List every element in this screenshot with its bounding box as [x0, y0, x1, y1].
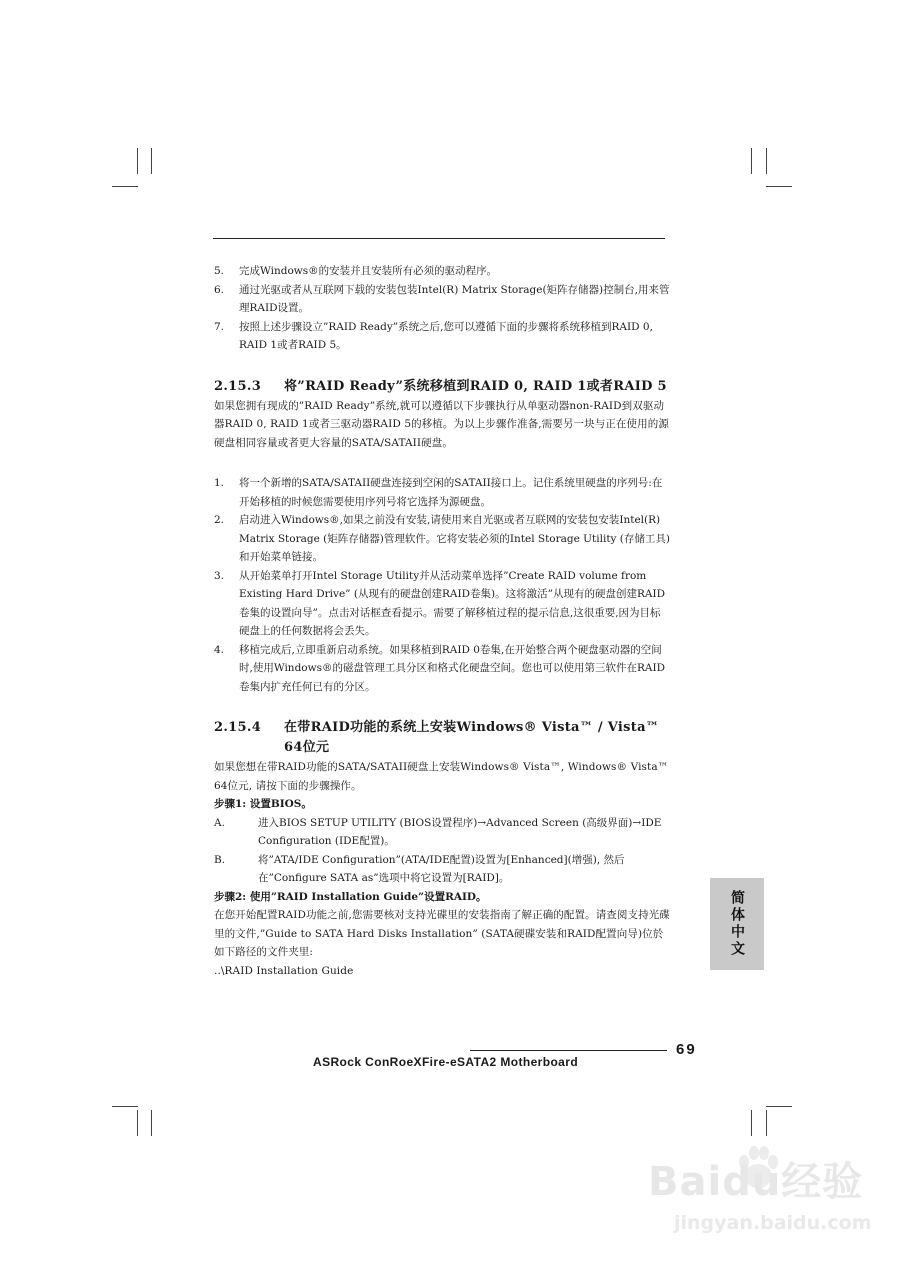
list-item: B. 将”ATA/IDE Configuration”(ATA/IDE配置)设置为[Enhanced](增强), 然后在”Configure SATA as”选项中将它设置为[RAID]。 [214, 853, 625, 884]
migration-steps [214, 474, 670, 696]
crop-mark [766, 148, 767, 174]
step-heading: 步骤1: 设置BIOS。 [214, 798, 312, 810]
list-item: 5. 完成Windows®的安装并且安装所有必须的驱动程序。 [214, 265, 498, 277]
list-item: 3. 从开始菜单打开Intel Storage Utility并从活动菜单选择”Create RAID volume from Existing Hard Drive” (从现有的硬盘创建RAID卷集)。这将激活”从现有的硬盘创建RAID卷集的设置向导”。点击对话框查看提示。需要了解移植过程的提示信息,这很重要,因为目标硬盘上的任何数据将会丢失。 [214, 569, 666, 637]
crop-mark [766, 186, 792, 187]
file-path: ..\RAID Installation Guide [214, 964, 354, 977]
crop-mark [112, 1106, 138, 1107]
list-item: 6. 通过光驱或者从互联网下载的安装包装Intel(R) Matrix Storage(矩阵存储器)控制台,用来管理RAID设置。 [214, 283, 670, 314]
footer-rule [470, 1050, 667, 1051]
section-heading-2-15-4: 2.15.4 在带RAID功能的系统上安装Windows® Vista™ / Vista™ 64位元 [214, 720, 660, 755]
list-item: A. 进入BIOS SETUP UTILITY (BIOS设置程序)→Advanced Screen (高级界面)→IDE Configuration (IDE配置)。 [214, 816, 662, 847]
crop-mark [137, 148, 138, 174]
page-content [214, 262, 670, 980]
crop-mark [137, 1110, 138, 1136]
intro-list [214, 262, 670, 355]
list-item: 1. 将一个新增的SATA/SATAII硬盘连接到空闲的SATAII接口上。记住系统里硬盘的序列号:在开始移植的时候您需要使用序列号将它选择为源硬盘。 [214, 477, 663, 508]
list-item: 7. 按照上述步骤设立”RAID Ready”系统之后,您可以遵循下面的步骤将系统移植到RAID 0, RAID 1或者RAID 5。 [214, 320, 653, 351]
watermark-url: jingyan.baidu.com [674, 1212, 872, 1234]
crop-mark [751, 148, 752, 174]
body-paragraph: 在您开始配置RAID功能之前,您需要核对支持光碟里的安装指南了解正确的配置。请查阅支持光碟里的文件,”Guide to SATA Hard Disks Installation” (SATA硬碟安装和RAID配置向导)位於如下路径的文件夹里: [214, 909, 670, 958]
language-side-tab: 简体中文 [710, 878, 764, 970]
crop-mark [151, 1110, 152, 1136]
list-item: 4. 移植完成后,立即重新启动系统。如果移植到RAID 0卷集,在开始整合两个硬盘驱动器的空间时,使用Windows®的磁盘管理工具分区和格式化硬盘空间。您也可以使用第三软件在RAID卷集内扩充任何已有的分区。 [214, 643, 666, 693]
page-number: 69 [676, 1041, 697, 1058]
section-intro: 如果您想在带RAID功能的SATA/SATAII硬盘上安装Windows® Vista™, Windows® Vista™ 64位元, 请按下面的步骤操作。 [214, 761, 669, 792]
header-rule [213, 238, 665, 239]
watermark [640, 1130, 880, 1250]
crop-mark [112, 186, 138, 187]
watermark-logo: Baidu经验 [648, 1159, 864, 1205]
section-heading-2-15-3: 2.15.3 将”RAID Ready”系统移植到RAID 0, RAID 1或者RAID 5 [214, 378, 667, 394]
section-intro: 如果您拥有现成的”RAID Ready”系统,就可以遵循以下步骤执行从单驱动器non-RAID到双驱动器RAID 0, RAID 1或者三驱动器RAID 5的移植。为以上步骤作准备,需要另一块与正在使用的源硬盘相同容量或者更大容量的SATA/SATAII硬盘。 [214, 399, 669, 449]
footer-product-name: ASRock ConRoeXFire-eSATA2 Motherboard [313, 1055, 579, 1069]
crop-mark [151, 148, 152, 174]
list-item: 2. 启动进入Windows®,如果之前没有安装,请使用来自光驱或者互联网的安装包安装Intel(R) Matrix Storage (矩阵存储器)管理软件。它将安装必须的Intel Storage Utility (存储工具)和开始菜单链接。 [214, 514, 670, 563]
step-heading: 步骤2: 使用”RAID Installation Guide”设置RAID。 [214, 890, 487, 903]
crop-mark [766, 1106, 792, 1107]
